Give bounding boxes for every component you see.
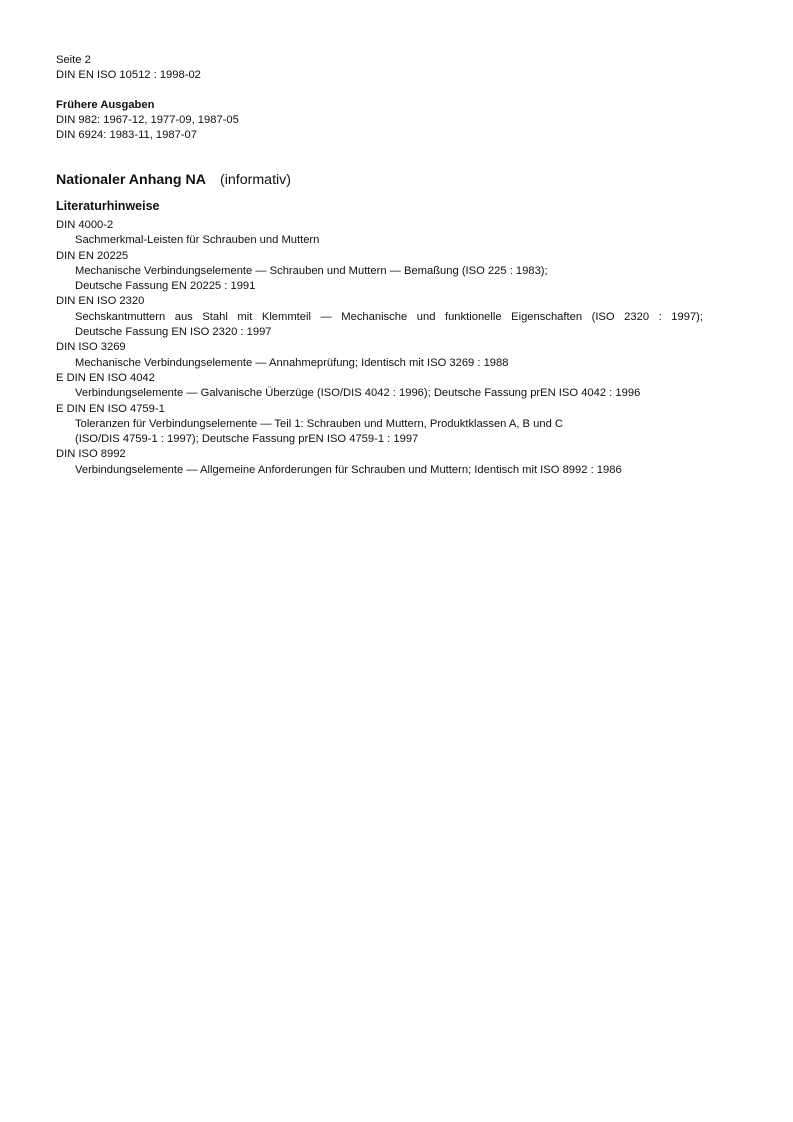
reference-description: Sechskantmuttern aus Stahl mit Klemmteil — Mechanische und funktionelle Eigenschaften (ISO 2320 : 1997); xyxy=(75,310,703,323)
reference-code: E DIN EN ISO 4042 xyxy=(56,371,155,384)
literature-item xyxy=(56,249,706,295)
literature-list xyxy=(56,218,706,478)
document-id: DIN EN ISO 10512 : 1998-02 xyxy=(56,69,201,81)
earlier-edition-line: DIN 6924: 1983-11, 1987-07 xyxy=(56,129,197,141)
national-annex-title: Nationaler Anhang NA xyxy=(56,172,207,188)
national-annex-heading xyxy=(56,171,706,189)
reference-description: Toleranzen für Verbindungselemente — Teil 1: Schrauben und Muttern, Produktklassen A, B und C xyxy=(75,417,563,430)
page-number: Seite 2 xyxy=(56,54,91,66)
reference-description: Verbindungselemente — Allgemeine Anforderungen für Schrauben und Muttern; Identisch mit ISO 8992 : 1986 xyxy=(75,463,622,476)
page-header xyxy=(56,53,706,83)
reference-code: DIN EN 20225 xyxy=(56,249,129,262)
reference-code: DIN ISO 3269 xyxy=(56,341,126,354)
reference-code: DIN EN ISO 2320 xyxy=(56,295,145,308)
reference-description: Mechanische Verbindungselemente — Schrauben und Muttern — Bemaßung (ISO 225 : 1983); xyxy=(75,264,548,277)
national-annex-note: (informativ) xyxy=(220,172,291,188)
reference-description: (ISO/DIS 4759-1 : 1997); Deutsche Fassung prEN ISO 4759-1 : 1997 xyxy=(75,433,419,446)
literature-item xyxy=(56,447,706,478)
reference-description: Deutsche Fassung EN 20225 : 1991 xyxy=(75,280,256,293)
reference-description: Mechanische Verbindungselemente — Annahmeprüfung; Identisch mit ISO 3269 : 1988 xyxy=(75,356,509,369)
reference-description: Verbindungselemente — Galvanische Überzüge (ISO/DIS 4042 : 1996); Deutsche Fassung prEN ISO 4042 : 1996 xyxy=(75,387,641,400)
literature-item xyxy=(56,294,706,340)
document-page xyxy=(56,53,706,478)
reference-code: DIN 4000-2 xyxy=(56,219,114,231)
literature-item xyxy=(56,402,706,448)
earlier-editions-title: Frühere Ausgaben xyxy=(56,99,155,111)
earlier-edition-line: DIN 982: 1967-12, 1977-09, 1987-05 xyxy=(56,114,239,126)
reference-code: E DIN EN ISO 4759-1 xyxy=(56,402,165,415)
literature-title: Literaturhinweise xyxy=(56,199,160,213)
earlier-editions-section xyxy=(56,98,706,143)
literature-item xyxy=(56,340,706,371)
literature-item xyxy=(56,218,706,249)
reference-description: Deutsche Fassung EN ISO 2320 : 1997 xyxy=(75,326,272,339)
reference-code: DIN ISO 8992 xyxy=(56,448,126,461)
reference-description: Sachmerkmal-Leisten für Schrauben und Muttern xyxy=(75,234,320,247)
literature-item xyxy=(56,371,706,402)
